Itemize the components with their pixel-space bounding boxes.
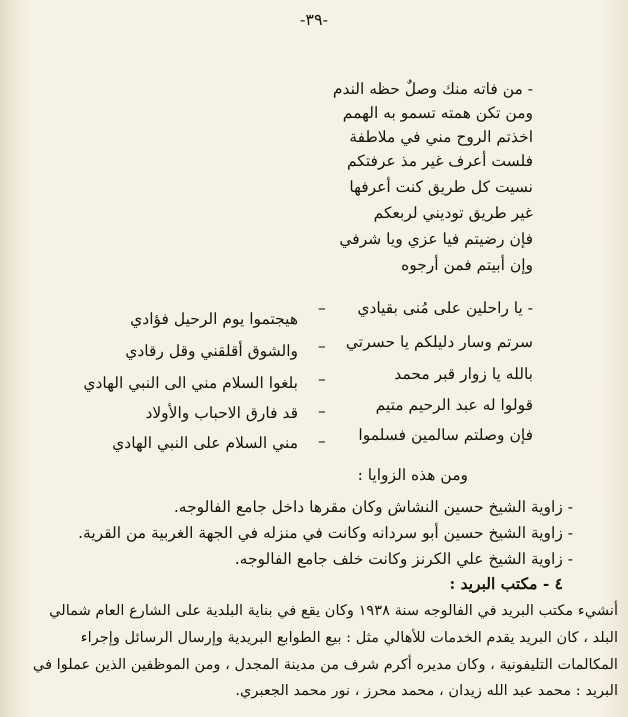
couplet-separator: –	[318, 337, 326, 355]
paragraph-line: المكالمات التليفونية ، وكان مديره أكرم شرف من مدينة المجدل ، ومن الموظفين الذين عملوا في	[32, 656, 618, 673]
couplet-separator: –	[318, 370, 326, 388]
poem-line: فلست أعرف غير مذ عرفتكم	[346, 152, 533, 170]
poem-line: فإن رضيتم فيا عزي ويا شرفي	[339, 230, 533, 248]
poem-line: - من فاته منك وصلٌ حظه الندم	[332, 80, 533, 98]
couplet-second-hemistich: مني السلام على النبي الهادي	[112, 434, 298, 452]
paragraph-line: أنشيء مكتب البريد في الفالوجه سنة ١٩٣٨ وكان يقع في بناية البلدية على الشارع العام شمالي	[49, 602, 618, 619]
section-intro: ومن هذه الزوايا :	[357, 466, 468, 484]
couplet-second-hemistich: بلغوا السلام مني الى النبي الهادي	[83, 374, 298, 392]
paragraph-line: البلد ، كان البريد يقدم الخدمات للأهالي مثل : بيع الطوابع البريدية وإرسال الرسائل وإجراء	[80, 629, 618, 646]
couplet-second-hemistich: قد فارق الاحباب والأولاد	[145, 404, 298, 422]
couplet-separator: –	[318, 402, 326, 420]
page-number: -٣٩-	[300, 10, 328, 29]
poem-line: اخذتم الروح مني في ملاطفة	[349, 128, 533, 146]
couplet-second-hemistich: والشوق أقلقني وقل رقادي	[125, 342, 298, 360]
poem-line: غير طريق توديني لربعكم	[373, 204, 533, 222]
poem-line: نسيت كل طريق كنت أعرفها	[349, 178, 533, 196]
list-item: - زاوية الشيخ حسين النشاش وكان مقرها داخل جامع الفالوجه.	[173, 498, 573, 516]
couplet-second-hemistich: هيجتموا يوم الرحيل فؤادي	[130, 310, 298, 328]
poem-line: ومن تكن همته تسمو به الهمم	[342, 104, 533, 122]
couplet-first-hemistich: فإن وصلتم سالمين فسلموا	[358, 426, 533, 444]
paragraph-line: البريد : محمد عبد الله زيدان ، محمد محرز ، نور محمد الجعبري.	[235, 682, 618, 699]
couplet-first-hemistich: قولوا له عبد الرحيم متيم	[375, 396, 533, 414]
section-heading: ٤ - مكتب البريد :	[449, 574, 563, 593]
couplet-first-hemistich: سرتم وسار دليلكم يا حسرتي	[345, 333, 533, 351]
couplet-separator: –	[318, 432, 326, 450]
list-item: - زاوية الشيخ حسين أبو سردانه وكانت في منزله في الجهة الغربية من القرية.	[78, 524, 573, 542]
couplet-first-hemistich: - يا راحلين على مُنى بقيادي	[357, 299, 533, 317]
couplet-separator: –	[318, 299, 326, 317]
poem-line: وإن أبيتم فمن أرجوه	[401, 256, 533, 274]
couplet-first-hemistich: بالله يا زوار قبر محمد	[394, 365, 533, 383]
list-item: - زاوية الشيخ علي الكرنز وكانت خلف جامع الفالوجه.	[234, 550, 573, 568]
